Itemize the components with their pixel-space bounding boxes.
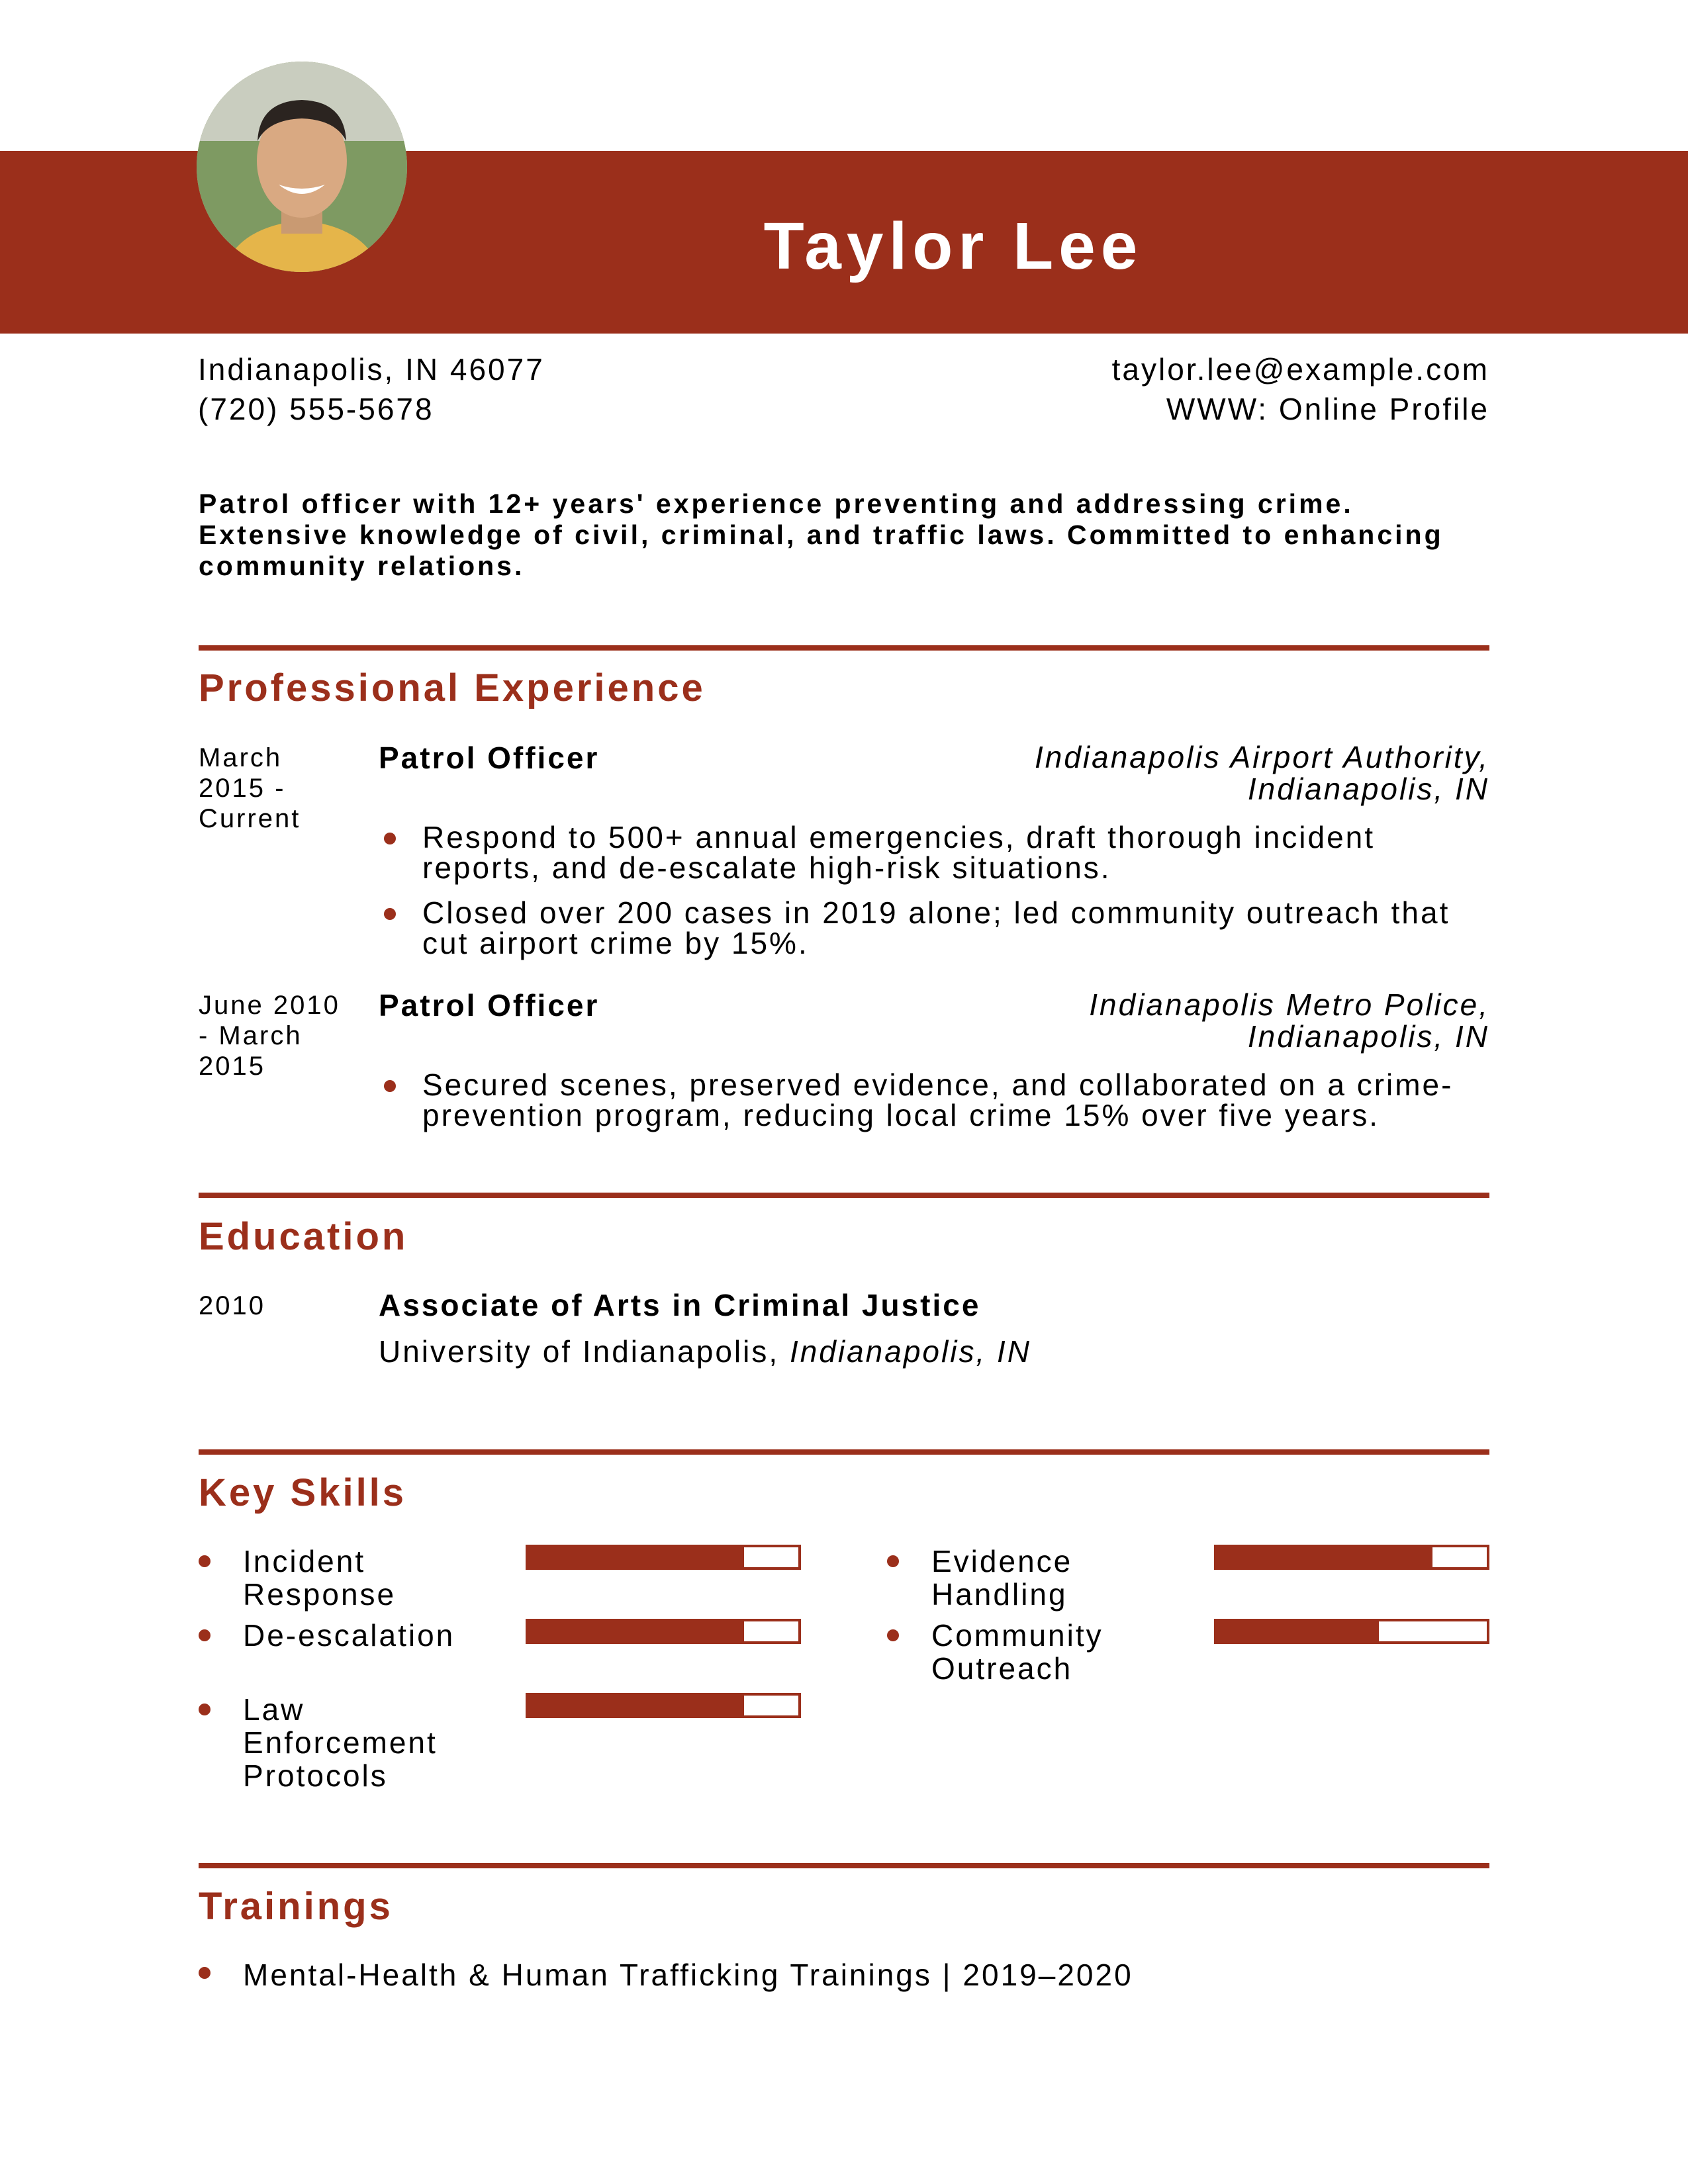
school-name: University of Indianapolis, — [379, 1334, 780, 1369]
education-section-title: Education — [199, 1215, 408, 1258]
job-bullets — [379, 822, 1491, 973]
section-divider — [199, 1863, 1489, 1868]
degree: Associate of Arts in Criminal Justice — [379, 1288, 981, 1322]
education-year: 2010 — [199, 1291, 265, 1320]
skill-level-bar — [1214, 1619, 1489, 1644]
job-bullet: Closed over 200 cases in 2019 alone; led community outreach that cut airport crime by 15%. — [379, 897, 1491, 958]
skill-level-bar — [1214, 1545, 1489, 1570]
employer: Indianapolis Airport Authority, Indianapolis, IN — [1034, 740, 1489, 806]
skill-level-fill — [1217, 1547, 1432, 1567]
contact-right — [1112, 349, 1489, 429]
skill-level-bar — [526, 1619, 801, 1644]
skill-label: Incident Response — [243, 1544, 397, 1612]
skill-level-fill — [528, 1696, 744, 1715]
skill-level-bar — [526, 1545, 801, 1570]
skill-label: De-escalation — [243, 1618, 455, 1653]
skill-level-fill — [528, 1621, 744, 1641]
experience-section-title: Professional Experience — [199, 666, 706, 709]
skill-level-bar — [526, 1693, 801, 1718]
section-divider — [199, 1449, 1489, 1455]
skill-label: Community Outreach — [931, 1618, 1103, 1686]
section-divider — [199, 645, 1489, 651]
training-text: Mental-Health & Human Trafficking Trainings | 2019–2020 — [243, 1958, 1133, 1992]
section-divider — [199, 1193, 1489, 1198]
skill-label: Law Enforcement Protocols — [243, 1692, 438, 1793]
website-link[interactable]: WWW: Online Profile — [1166, 392, 1489, 426]
school — [379, 1333, 1031, 1370]
job-title: Patrol Officer — [379, 741, 600, 775]
skill-level-fill — [1217, 1621, 1379, 1641]
job-dates: March 2015 - Current — [199, 743, 301, 833]
job-title: Patrol Officer — [379, 988, 600, 1023]
training-item — [199, 1956, 1133, 1993]
job-bullet: Respond to 500+ annual emergencies, draft thorough incident reports, and de-escalate high-risk situations. — [379, 822, 1491, 883]
professional-summary: Patrol officer with 12+ years' experience preventing and addressing crime. Extensive knowledge of civil, criminal, and traffic laws. Committed to enhancing community relations. — [199, 488, 1444, 581]
candidate-name: Taylor Lee — [763, 209, 1143, 283]
address: Indianapolis, IN 46077 — [198, 352, 545, 387]
school-location: Indianapolis, IN — [789, 1334, 1032, 1369]
job-bullet: Secured scenes, preserved evidence, and collaborated on a crime-prevention program, reducing local crime 15% over five years. — [379, 1069, 1491, 1130]
skill-label: Evidence Handling — [931, 1544, 1073, 1612]
email-link[interactable]: taylor.lee@example.com — [1111, 352, 1489, 387]
contact-left — [198, 349, 545, 429]
employer: Indianapolis Metro Police, Indianapolis, IN — [1089, 987, 1489, 1054]
job-dates: June 2010 - March 2015 — [199, 991, 340, 1081]
skill-level-fill — [528, 1547, 744, 1567]
job-bullets — [379, 1069, 1491, 1145]
phone: (720) 555-5678 — [198, 392, 434, 426]
skills-section-title: Key Skills — [199, 1471, 407, 1514]
trainings-section-title: Trainings — [199, 1885, 393, 1928]
